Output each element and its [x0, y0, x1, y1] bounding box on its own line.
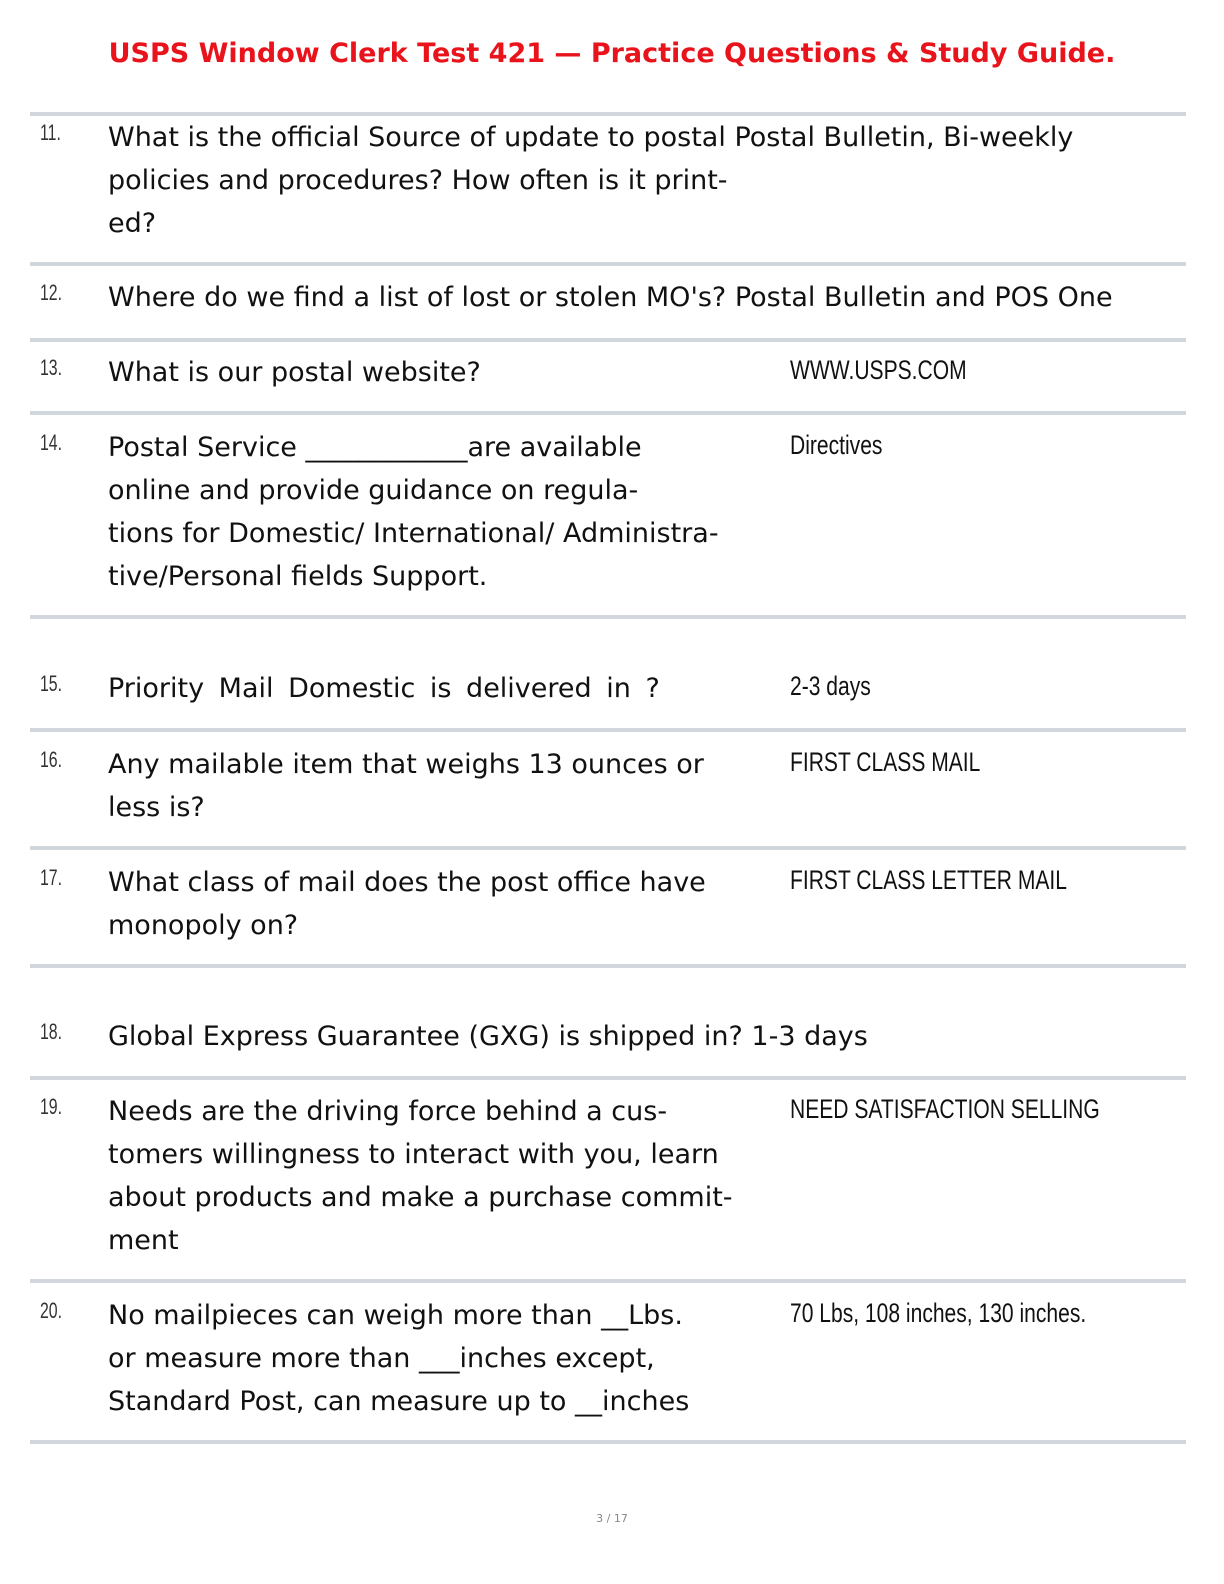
question-text: Priority Mail Domestic is delivered in ? — [108, 673, 660, 704]
question-number: 16. — [40, 747, 63, 772]
divider — [30, 1279, 1186, 1283]
question-text-line: ment — [108, 1225, 179, 1256]
divider — [30, 411, 1186, 415]
question-text-line: less is? — [108, 792, 205, 823]
question-text-line: tive/Personal fields Support. — [108, 561, 488, 592]
divider — [30, 1440, 1186, 1444]
question-text: What is the official Source of update to postal Postal Bulletin, Bi-weekly — [108, 122, 1074, 153]
question-number: 11. — [40, 120, 61, 145]
question-number: 14. — [40, 430, 63, 455]
divider — [30, 846, 1186, 850]
question-number: 13. — [40, 355, 63, 380]
question-text-line: online and provide guidance on regula- — [108, 475, 639, 506]
question-text-line: Needs are the driving force behind a cus- — [108, 1096, 668, 1127]
question-number: 17. — [40, 865, 63, 890]
question-text: Global Express Guarantee (GXG) is shipped in? 1-3 days — [108, 1021, 868, 1052]
answer: 2-3 days — [790, 671, 871, 701]
divider — [30, 615, 1186, 619]
answer: FIRST CLASS LETTER MAIL — [790, 865, 1067, 895]
question-text-line: What class of mail does the post office have — [108, 867, 706, 898]
question-text-line: about products and make a purchase commit- — [108, 1182, 733, 1213]
answer: NEED SATISFACTION SELLING — [790, 1094, 1100, 1124]
question-text-line: ed? — [108, 208, 157, 239]
page-number: 3 / 17 — [596, 1512, 628, 1525]
question-text-line: or measure more than ___inches except, — [108, 1343, 655, 1374]
question-number: 20. — [40, 1298, 63, 1323]
question-text-line: No mailpieces can weigh more than __Lbs. — [108, 1300, 683, 1331]
page-title: USPS Window Clerk Test 421 — Practice Questions & Study Guide. — [108, 38, 1116, 69]
answer-inline: 1-3 days — [751, 1021, 868, 1052]
question-text: Where do we find a list of lost or stolen MO's? Postal Bulletin and POS One — [108, 282, 1113, 313]
question-text: What is our postal website? — [108, 357, 481, 388]
answer: Directives — [790, 430, 883, 460]
question-text-line: Postal Service ____________are available — [108, 432, 642, 463]
question-number: 12. — [40, 280, 63, 305]
divider — [30, 964, 1186, 968]
answer-inline: Postal Bulletin and POS One — [734, 282, 1113, 313]
question-text-line: tions for Domestic/ International/ Administra- — [108, 518, 719, 549]
question-number: 15. — [40, 671, 63, 696]
question-text-line: Any mailable item that weighs 13 ounces or — [108, 749, 704, 780]
divider — [30, 338, 1186, 342]
question-number: 18. — [40, 1019, 63, 1044]
answer-inline: Postal Bulletin, Bi-weekly — [734, 122, 1074, 153]
divider — [30, 262, 1186, 266]
question-text-line: policies and procedures? How often is it print- — [108, 165, 728, 196]
question-text-line: tomers willingness to interact with you, learn — [108, 1139, 719, 1170]
divider — [30, 728, 1186, 732]
answer: FIRST CLASS MAIL — [790, 747, 981, 777]
answer: 70 Lbs, 108 inches, 130 inches. — [790, 1298, 1087, 1328]
answer: WWW.USPS.COM — [790, 355, 967, 385]
question-number: 19. — [40, 1094, 63, 1119]
divider — [30, 1076, 1186, 1080]
question-text-line: monopoly on? — [108, 910, 299, 941]
question-text-line: Standard Post, can measure up to __inches — [108, 1386, 690, 1417]
